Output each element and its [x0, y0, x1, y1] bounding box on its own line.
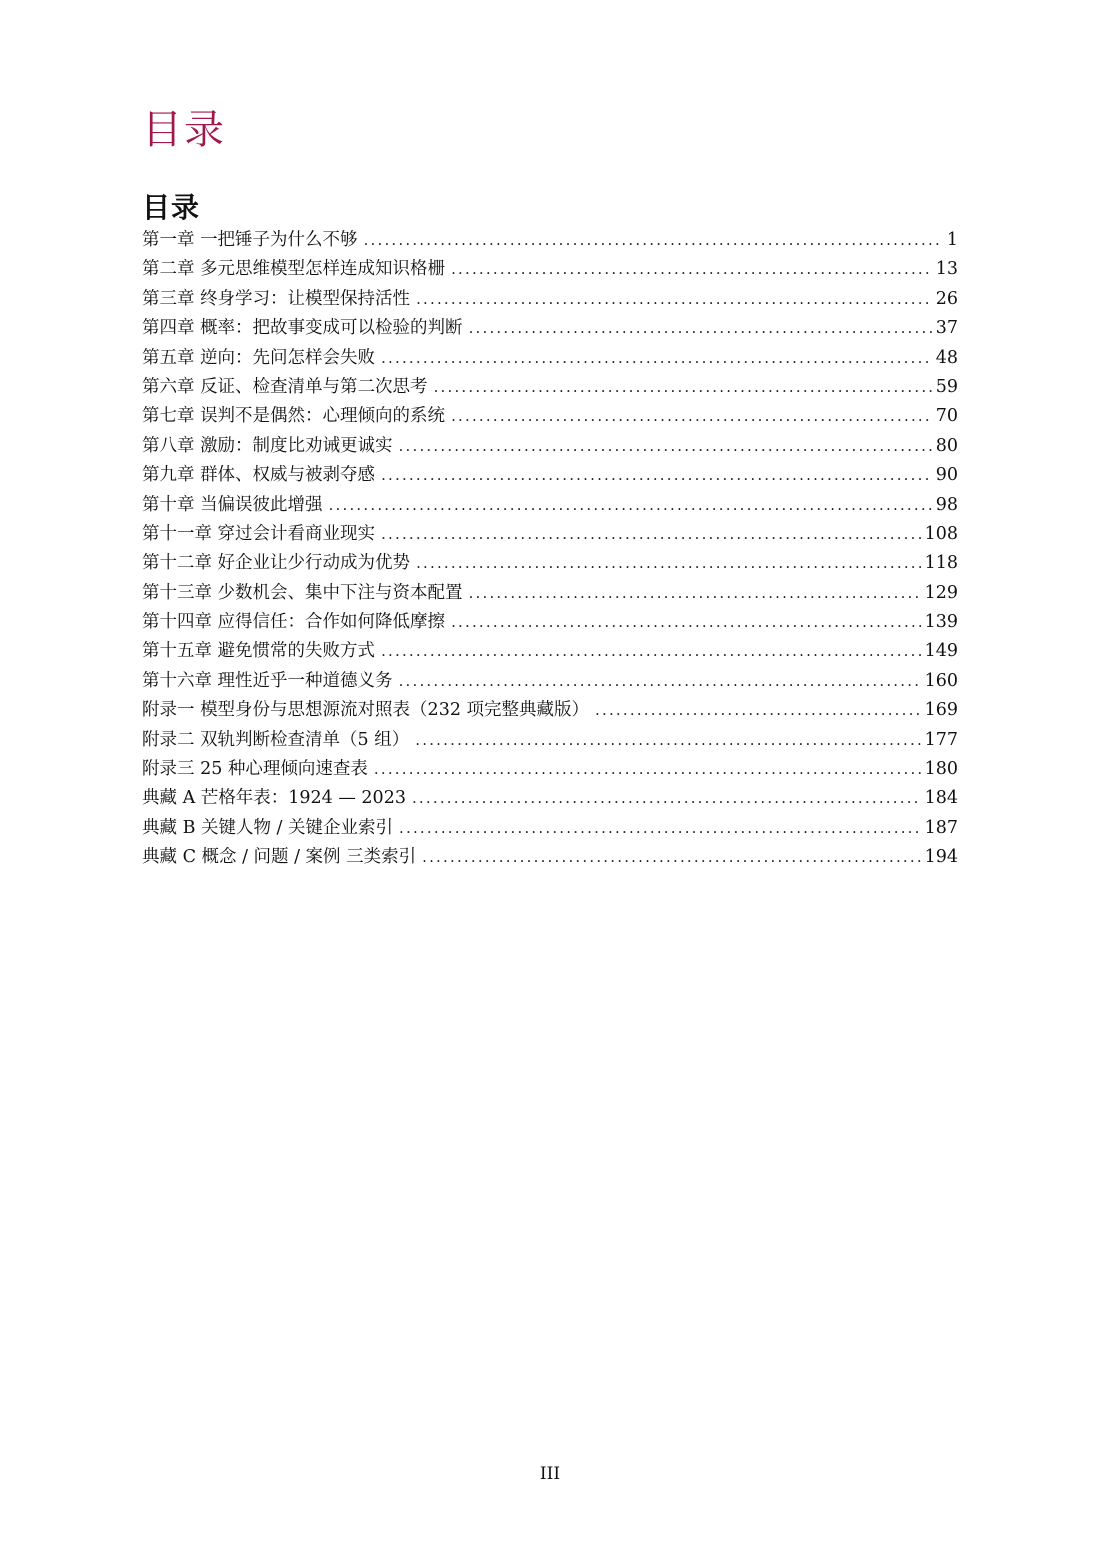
- toc-entry-page: 48: [935, 347, 958, 368]
- toc-entry-title: 第十五章 避免惯常的失败方式: [142, 641, 376, 662]
- toc-entry-page: 98: [935, 494, 958, 515]
- toc-entry[interactable]: [142, 255, 958, 284]
- toc-entry-page: 160: [924, 670, 958, 691]
- toc-entry-page: 177: [924, 729, 958, 750]
- toc-entry-title: 附录三 25 种心理倾向速查表: [142, 759, 368, 780]
- toc-entry[interactable]: [142, 520, 958, 549]
- dot-leader: [374, 755, 921, 784]
- toc-entry-title: 第二章 多元思维模型怎样连成知识格栅: [142, 259, 446, 280]
- toc-list: [142, 226, 958, 873]
- toc-entry-page: 80: [935, 435, 958, 456]
- toc-entry[interactable]: [142, 608, 958, 637]
- dot-leader: [422, 843, 920, 872]
- dot-leader: [381, 637, 921, 666]
- toc-entry[interactable]: [142, 461, 958, 490]
- toc-entry[interactable]: [142, 814, 958, 843]
- toc-entry-page: 149: [924, 641, 958, 662]
- dot-leader: [399, 814, 921, 843]
- toc-entry-title: 第十六章 理性近乎一种道德义务: [142, 670, 393, 691]
- toc-entry-title: 第一章 一把锤子为什么不够: [142, 230, 358, 250]
- toc-entry-page: 90: [935, 465, 958, 486]
- page-number: III: [539, 1464, 561, 1484]
- dot-leader: [469, 579, 921, 608]
- toc-entry[interactable]: [142, 696, 958, 725]
- toc-entry[interactable]: [142, 314, 958, 343]
- dot-leader: [416, 285, 932, 314]
- dot-leader: [595, 696, 921, 725]
- toc-entry[interactable]: [142, 755, 958, 784]
- dot-leader: [381, 520, 921, 549]
- toc-entry-page: 169: [924, 700, 958, 721]
- toc-entry-page: 70: [935, 406, 958, 427]
- toc-entry-title: 第十一章 穿过会计看商业现实: [142, 523, 376, 544]
- toc-entry-page: 118: [924, 553, 958, 574]
- toc-entry-page: 1: [946, 230, 958, 250]
- toc-entry-title: 第九章 群体、权威与被剥夺感: [142, 465, 376, 486]
- toc-entry[interactable]: [142, 226, 958, 255]
- dot-leader: [412, 784, 921, 813]
- toc-entry-title: 第十二章 好企业让少行动成为优势: [142, 553, 411, 574]
- toc-entry[interactable]: [142, 784, 958, 813]
- toc-entry-page: 184: [924, 788, 958, 809]
- toc-entry-page: 13: [935, 259, 958, 280]
- chapter-title: 目录: [142, 107, 226, 153]
- toc-entry[interactable]: [142, 373, 958, 402]
- toc-entry-page: 26: [935, 288, 958, 309]
- toc-entry-page: 139: [924, 612, 958, 633]
- toc-entry-page: 59: [935, 376, 958, 397]
- toc-entry[interactable]: [142, 491, 958, 520]
- dot-leader: [381, 461, 932, 490]
- toc-entry-page: 194: [924, 847, 958, 868]
- toc-entry-title: 第八章 激励：制度比劝诫更诚实: [142, 435, 393, 456]
- toc-entry-title: 典藏 A 芒格年表：1924 — 2023: [142, 788, 406, 809]
- dot-leader: [399, 667, 921, 696]
- toc-entry[interactable]: [142, 432, 958, 461]
- dot-leader: [451, 255, 932, 284]
- dot-leader: [451, 402, 932, 431]
- toc-entry-title: 附录二 双轨判断检查清单（5 组）: [142, 729, 410, 750]
- dot-leader: [364, 226, 943, 255]
- toc-entry[interactable]: [142, 285, 958, 314]
- dot-leader: [451, 608, 921, 637]
- toc-entry[interactable]: [142, 726, 958, 755]
- dot-leader: [434, 373, 932, 402]
- toc-entry-title: 第十章 当偏误彼此增强: [142, 494, 323, 515]
- toc-entry-title: 第五章 逆向：先问怎样会失败: [142, 347, 376, 368]
- toc-entry-title: 附录一 模型身份与思想源流对照表（232 项完整典藏版）: [142, 700, 590, 721]
- dot-leader: [329, 491, 932, 520]
- dot-leader: [399, 432, 932, 461]
- toc-entry[interactable]: [142, 667, 958, 696]
- toc-entry[interactable]: [142, 843, 958, 872]
- toc-entry-page: 180: [924, 759, 958, 780]
- toc-entry[interactable]: [142, 579, 958, 608]
- toc-entry-title: 第七章 误判不是偶然：心理倾向的系统: [142, 406, 446, 427]
- toc-entry-title: 第十四章 应得信任：合作如何降低摩擦: [142, 612, 446, 633]
- toc-entry-title: 第三章 终身学习：让模型保持活性: [142, 288, 411, 309]
- dot-leader: [469, 314, 932, 343]
- toc-entry-title: 第四章 概率：把故事变成可以检验的判断: [142, 318, 463, 339]
- toc-entry-page: 37: [935, 318, 958, 339]
- toc-entry-title: 典藏 C 概念 / 问题 / 案例 三类索引: [142, 847, 417, 868]
- toc-entry[interactable]: [142, 549, 958, 578]
- dot-leader: [416, 549, 921, 578]
- toc-entry-title: 第六章 反证、检查清单与第二次思考: [142, 376, 428, 397]
- toc-entry-page: 187: [924, 817, 958, 838]
- toc-entry-page: 129: [924, 582, 958, 603]
- dot-leader: [381, 344, 932, 373]
- toc-entry[interactable]: [142, 344, 958, 373]
- toc-heading: 目录: [142, 191, 201, 224]
- toc-entry-title: 典藏 B 关键人物 / 关键企业索引: [142, 817, 394, 838]
- toc-entry[interactable]: [142, 637, 958, 666]
- toc-entry-title: 第十三章 少数机会、集中下注与资本配置: [142, 582, 463, 603]
- dot-leader: [415, 726, 920, 755]
- toc-entry[interactable]: [142, 402, 958, 431]
- toc-entry-page: 108: [924, 523, 958, 544]
